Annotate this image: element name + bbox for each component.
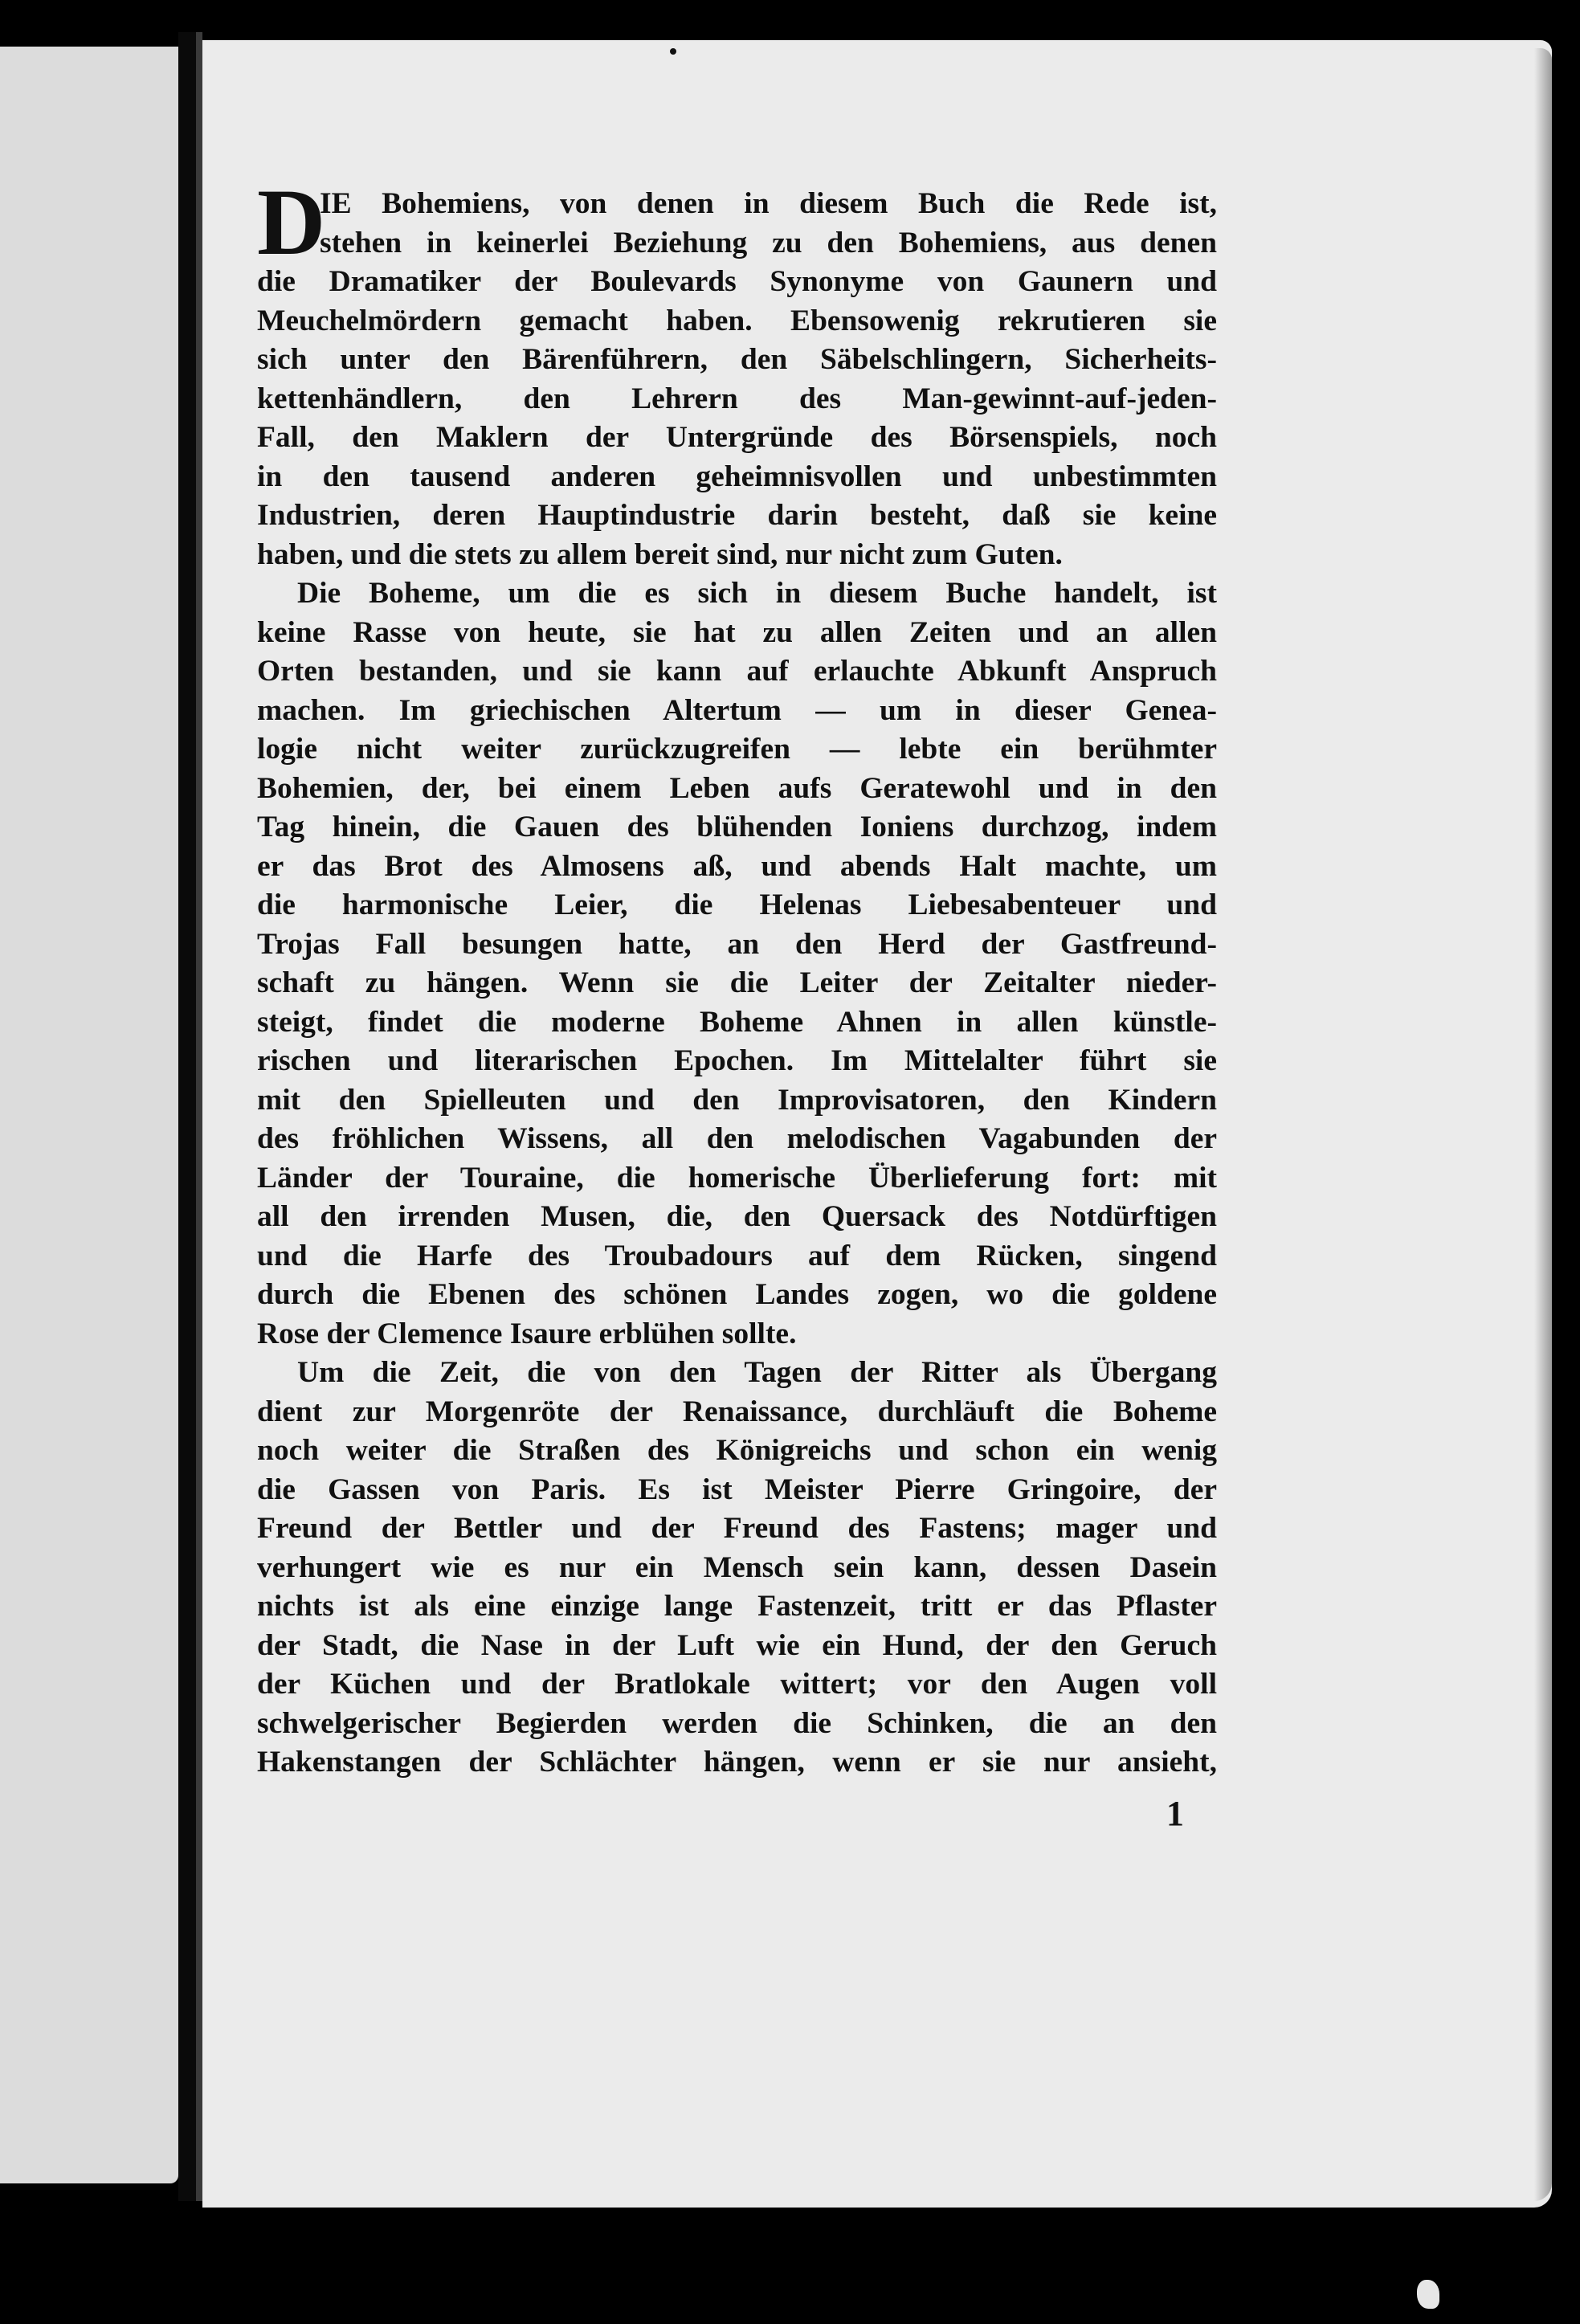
- text-line: Industrien, deren Hauptindustrie darin besteht, daß sie keine: [257, 499, 1217, 532]
- text-line: Um die Zeit, die von den Tagen der Ritter als Übergang: [297, 1356, 1217, 1389]
- text-line: Fall, den Maklern der Untergründe des Börsenspiels, noch: [257, 421, 1217, 454]
- page-edge-shadow: [1534, 48, 1552, 2201]
- text-line: IE Bohemiens, von denen in diesem Buch die Rede ist,: [320, 187, 1217, 220]
- text-line: schaft zu hängen. Wenn sie die Leiter der Zeitalter nieder-: [257, 966, 1217, 999]
- text-line: sich unter den Bärenführern, den Säbelschlingern, Sicherheits-: [257, 343, 1217, 376]
- text-line: Länder der Touraine, die homerische Überlieferung fort: mit: [257, 1161, 1217, 1195]
- text-line: stehen in keinerlei Beziehung zu den Bohemiens, aus denen: [320, 226, 1217, 259]
- paragraph: [257, 574, 1217, 1354]
- text-line: des fröhlichen Wissens, all den melodischen Vagabunden der: [257, 1122, 1217, 1155]
- text-line: noch weiter die Straßen des Königreichs und schon ein wenig: [257, 1434, 1217, 1467]
- text-line: schwelgerischer Begierden werden die Schinken, die an den: [257, 1706, 1217, 1740]
- text-line: Trojas Fall besungen hatte, an den Herd der Gastfreund-: [257, 927, 1217, 961]
- text-line: Freund der Bettler und der Freund des Fastens; mager und: [257, 1512, 1217, 1545]
- text-line: logie nicht weiter zurückzugreifen — lebte ein berühmter: [257, 733, 1217, 766]
- text-line: Die Boheme, um die es sich in diesem Buche handelt, ist: [297, 577, 1217, 610]
- paragraph: [257, 1354, 1217, 1783]
- scan-smudge: [1417, 2280, 1439, 2309]
- text-line: steigt, findet die moderne Boheme Ahnen in allen künstle-: [257, 1005, 1217, 1039]
- text-line: Bohemien, der, bei einem Leben aufs Geratewohl und in den: [257, 771, 1217, 805]
- text-line: die Dramatiker der Boulevards Synonyme von Gaunern und: [257, 265, 1217, 298]
- text-line: nichts ist als eine einzige lange Fastenzeit, tritt er das Pflaster: [257, 1590, 1217, 1623]
- body-text: [257, 170, 1217, 1783]
- text-line: Rose der Clemence Isaure erblühen sollte.: [257, 1317, 797, 1350]
- text-line: und die Harfe des Troubadours auf dem Rücken, singend: [257, 1239, 1217, 1272]
- opening-paragraph: [257, 170, 1217, 574]
- text-line: durch die Ebenen des schönen Landes zogen, wo die goldene: [257, 1278, 1217, 1311]
- text-line: die Gassen von Paris. Es ist Meister Pierre Gringoire, der: [257, 1472, 1217, 1506]
- text-line: rischen und literarischen Epochen. Im Mittelalter führt sie: [257, 1044, 1217, 1077]
- text-line: der Stadt, die Nase in der Luft wie ein Hund, der den Geruch: [257, 1628, 1217, 1662]
- text-line: machen. Im griechischen Altertum — um in dieser Genea-: [257, 693, 1217, 727]
- text-line: dient zur Morgenröte der Renaissance, durchläuft die Boheme: [257, 1395, 1217, 1428]
- text-line: in den tausend anderen geheimnisvollen und unbestimmten: [257, 459, 1217, 493]
- text-line: haben, und die stets zu allem bereit sind, nur nicht zum Guten.: [257, 537, 1063, 571]
- text-line: Hakenstangen der Schlächter hängen, wenn er sie nur ansieht,: [257, 1746, 1217, 1779]
- left-blank-page: [0, 47, 178, 2183]
- text-line: der Küchen und der Bratlokale wittert; vor den Augen voll: [257, 1668, 1217, 1701]
- text-line: die harmonische Leier, die Helenas Liebesabenteuer und: [257, 888, 1217, 921]
- text-line: Tag hinein, die Gauen des blühenden Ioniens durchzog, indem: [257, 811, 1217, 843]
- text-line: kettenhändlern, den Lehrern des Man-gewinnt-auf-jeden-: [257, 382, 1217, 415]
- text-line: all den irrenden Musen, die, den Quersack des Notdürftigen: [257, 1200, 1217, 1233]
- speck-mark: [670, 48, 676, 55]
- text-line: mit den Spielleuten und den Improvisatoren, den Kindern: [257, 1083, 1217, 1117]
- page-number: 1: [1166, 1794, 1184, 1833]
- text-line: keine Rasse von heute, sie hat zu allen Zeiten und an allen: [257, 615, 1217, 649]
- gutter-edge: [196, 32, 202, 2201]
- text-line: er das Brot des Almosens aß, und abends Halt machte, um: [257, 849, 1217, 883]
- text-line: Meuchelmördern gemacht haben. Ebensowenig rekrutieren sie: [257, 304, 1217, 337]
- text-line: Orten bestanden, und sie kann auf erlauchte Abkunft Anspruch: [257, 655, 1217, 688]
- drop-cap: D: [257, 170, 326, 275]
- text-line: verhungert wie es nur ein Mensch sein kann, dessen Dasein: [257, 1550, 1217, 1584]
